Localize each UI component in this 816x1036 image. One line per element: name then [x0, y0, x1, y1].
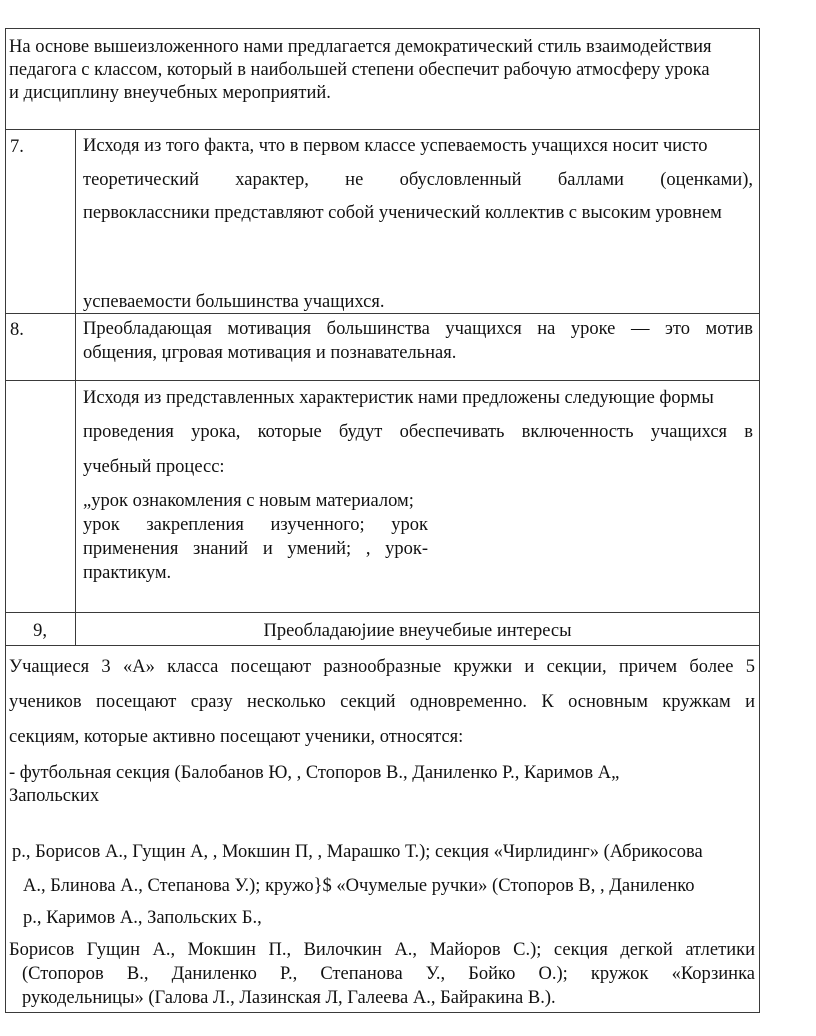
row-divider	[5, 380, 760, 381]
interests-text: Борисов Гущин А., Мокшин П., Вилочкин А., Майоров С.); секция дегкой атлетики	[9, 940, 755, 960]
forms-text: Исходя из представленных характеристик нами предложены следующие формы	[83, 388, 714, 408]
row8-text: общения, џгровая мотивация и познавательная.	[83, 343, 457, 363]
row7-text: теоретический характер, не обусловленный баллами (оценками),	[83, 170, 753, 190]
row7-text: успеваемости большинства учащихся.	[83, 292, 385, 312]
forms-list-item: „урок ознакомления с новым материалом;	[83, 491, 414, 511]
interests-text: р., Борисов А., Гущин А, , Мокшин П, , Марашко Т.); секция «Чирлидинг» (Абрикосова	[12, 842, 703, 862]
row7-text: первоклассники представляют собой ученический коллектив с высоким уровнем	[83, 203, 722, 223]
interests-text: Учащиеся 3 «А» класса посещают разнообразные кружки и секции, причем более 5	[9, 657, 755, 677]
row-divider	[5, 645, 760, 646]
row7-text: Исходя из того факта, что в первом классе успеваемость учащихся носит чисто	[83, 136, 708, 156]
interests-text: учеников посещают сразу несколько секций одновременно. К основным кружкам и	[9, 692, 755, 712]
intro-line: На основе вышеизложенного нами предлагается демократический стиль взаимодействия	[9, 37, 712, 57]
table-border-right	[759, 28, 760, 1013]
interests-text: А., Блинова А., Степанова У.); кружо}$ «Очумелые ручки» (Стопоров В, , Даниленко	[23, 876, 695, 896]
table-border-left	[5, 28, 6, 1013]
row-number: 7.	[10, 137, 24, 157]
interests-text: р., Каримов А., Запольских Б.,	[23, 908, 262, 928]
intro-line: и дисциплину внеучебных мероприятий.	[9, 83, 331, 103]
interests-text: рукодельницы» (Галова Л., Лазинская Л, Галеева А., Байракина В.).	[22, 988, 556, 1008]
forms-text: учебный процесс:	[83, 457, 225, 477]
row-divider	[5, 612, 760, 613]
section-title: Преобладаюјиие внеучебиые интересы	[263, 621, 572, 641]
forms-list-item: практикум.	[83, 563, 172, 583]
intro-line: педагога с классом, который в наибольшей степени обеспечит рабочую атмосферу урока	[9, 60, 710, 80]
row-number: 8.	[10, 320, 24, 340]
interests-text: - футбольная секция (Балобанов Ю, , Стопоров В., Даниленко Р., Каримов А„	[9, 763, 620, 783]
table-border-top	[5, 28, 760, 29]
row-number: 9,	[33, 621, 47, 641]
column-divider	[75, 129, 76, 645]
forms-list-item: применения знаний и умений; , урок-	[83, 539, 428, 559]
forms-text: проведения урока, которые будут обеспечивать включенность учащихся в	[83, 422, 753, 442]
row-divider	[5, 129, 760, 130]
interests-text: (Стопоров В., Даниленко Р., Степанова У., Бойко О.); кружок «Корзинка	[22, 964, 755, 984]
table-border-bottom	[5, 1012, 760, 1013]
interests-text: секциям, которые активно посещают ученики, относятся:	[9, 727, 464, 747]
interests-text: Запольских	[9, 786, 100, 806]
row8-text: Преобладающая мотивация большинства учащихся на уроке — это мотив	[83, 319, 753, 339]
forms-list-item: урок закрепления изученного; урок	[83, 515, 428, 535]
